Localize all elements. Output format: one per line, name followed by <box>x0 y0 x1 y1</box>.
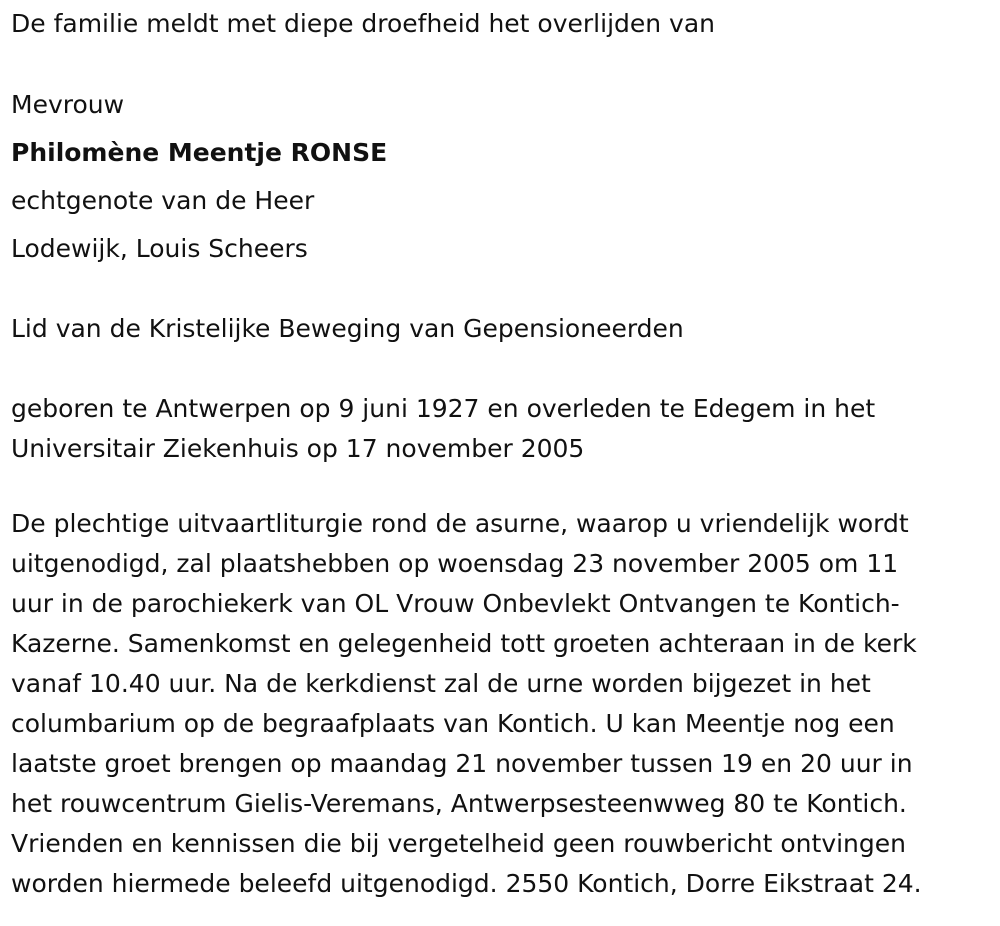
funeral-line: De plechtige uitvaartliturgie rond de asurne, waarop u vriendelijk wordt <box>11 509 909 538</box>
funeral-line: columbarium op de begraafplaats van Kontich. U kan Meentje nog een <box>11 709 895 738</box>
spouse-intro: echtgenote van de Heer <box>11 186 315 215</box>
funeral-line: het rouwcentrum Gielis-Veremans, Antwerpsesteenwweg 80 te Kontich. <box>11 789 907 818</box>
birth-death-line-1: geboren te Antwerpen op 9 juni 1927 en overleden te Edegem in het <box>11 394 876 423</box>
funeral-details <box>11 504 986 904</box>
birth-death-line-2: Universitair Ziekenhuis op 17 november 2005 <box>11 434 585 463</box>
funeral-line: vanaf 10.40 uur. Na de kerkdienst zal de urne worden bijgezet in het <box>11 669 871 698</box>
funeral-line: Vrienden en kennissen die bij vergetelheid geen rouwbericht ontvingen <box>11 829 906 858</box>
deceased-name: Philomène Meentje RONSE <box>11 138 388 167</box>
funeral-line: uur in de parochiekerk van OL Vrouw Onbevlekt Ontvangen te Kontich- <box>11 589 900 618</box>
funeral-line: Kazerne. Samenkomst en gelegenheid tott groeten achteraan in de kerk <box>11 629 917 658</box>
funeral-line: uitgenodigd, zal plaatshebben op woensdag 23 november 2005 om 11 <box>11 549 899 578</box>
spouse-name: Lodewijk, Louis Scheers <box>11 234 308 263</box>
title-text: Mevrouw <box>11 90 125 119</box>
intro-text: De familie meldt met diepe droefheid het overlijden van <box>11 9 716 38</box>
funeral-line: worden hiermede beleefd uitgenodigd. 2550 Kontich, Dorre Eikstraat 24. <box>11 869 922 898</box>
funeral-line: laatste groet brengen op maandag 21 november tussen 19 en 20 uur in <box>11 749 913 778</box>
membership-text: Lid van de Kristelijke Beweging van Gepensioneerden <box>11 314 684 343</box>
